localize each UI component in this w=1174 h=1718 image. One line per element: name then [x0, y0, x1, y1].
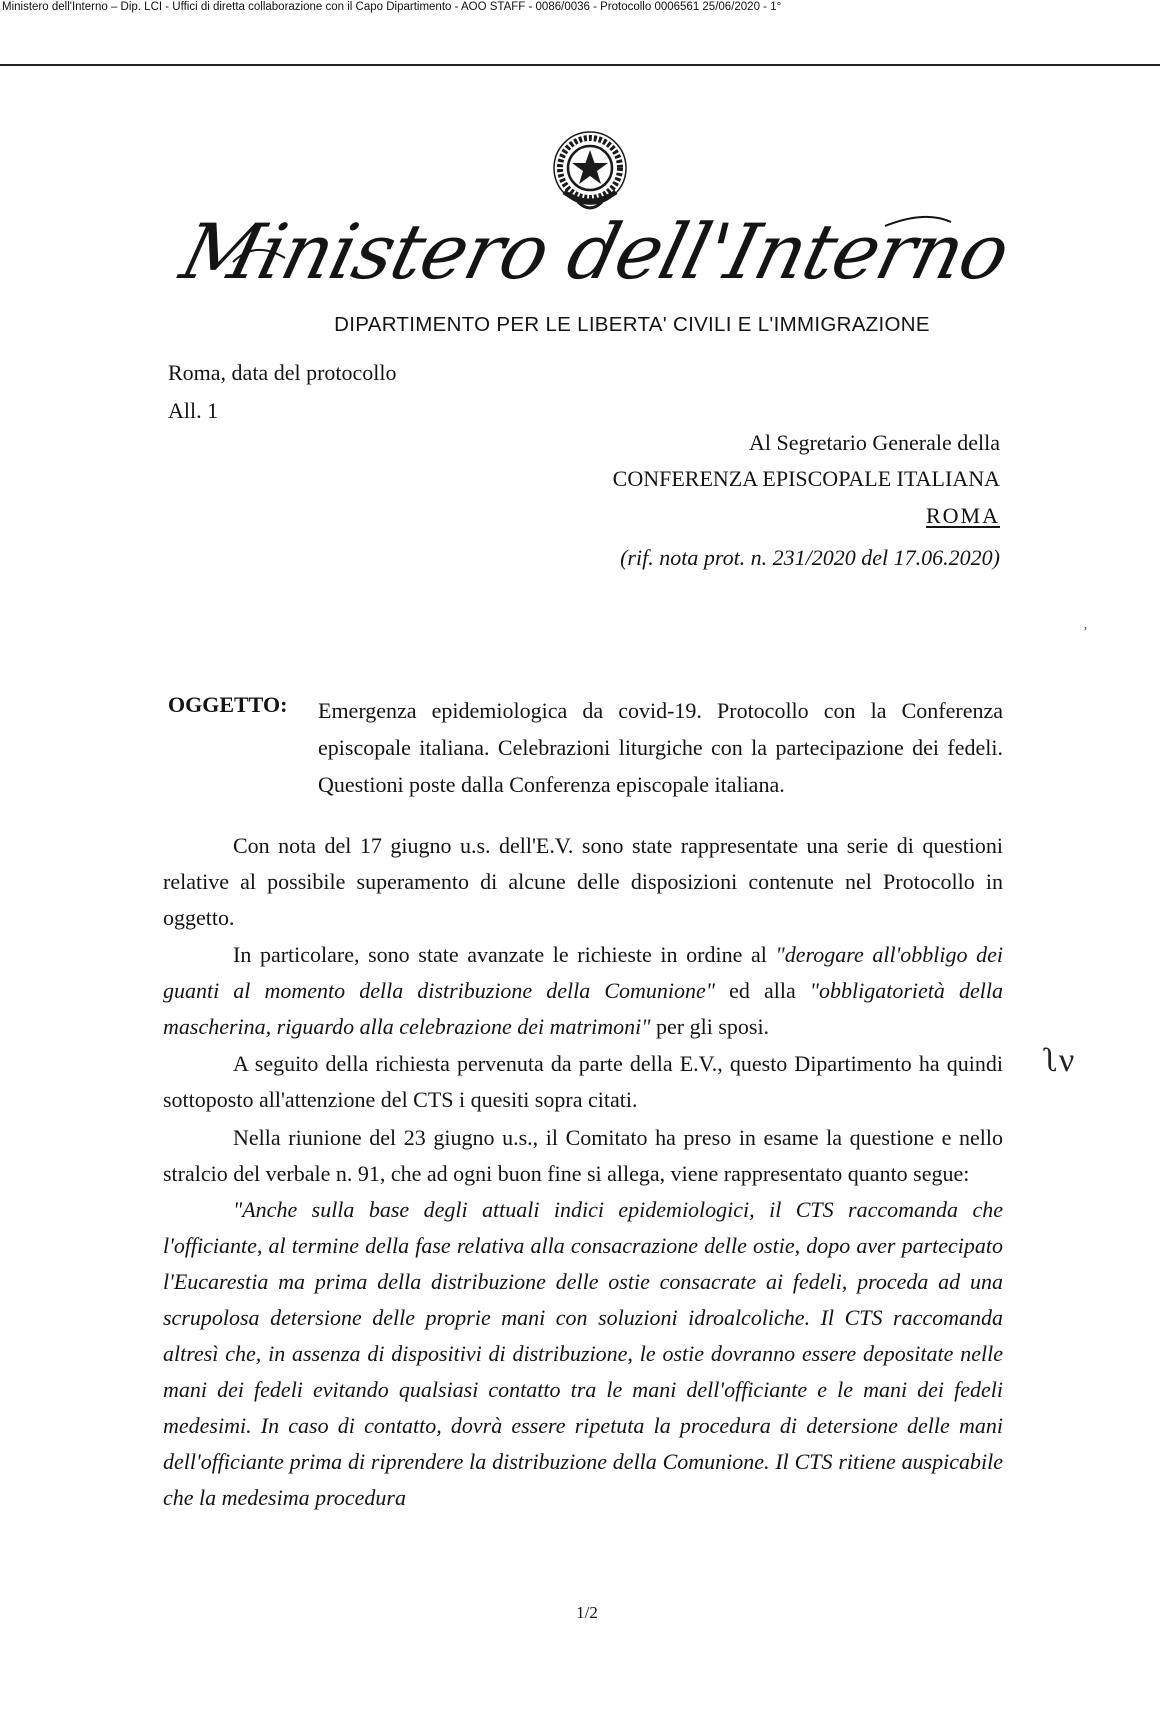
paragraph-2-quote-2: "obbligatorietà della mascherina, riguardo alla celebrazione dei matrimoni"	[163, 978, 1003, 1039]
letter-body	[163, 828, 1003, 1516]
paragraph-2-quote-1: "derogare all'obbligo dei guanti al momento della distribuzione della Comunione"	[163, 942, 1003, 1003]
subject-text: Emergenza epidemiologica da covid-19. Protocollo con la Conferenza episcopale italiana. Celebrazioni liturgiche con la partecipazione dei fedeli. Questioni poste dalla Conferenza episcopale italiana.	[318, 698, 1003, 797]
addressee-city: ROMA	[925, 503, 1000, 528]
department-name: DIPARTIMENTO PER LE LIBERTA' CIVILI E L'IMMIGRAZIONE	[334, 313, 930, 336]
cts-quote: "Anche sulla base degli attuali indici epidemiologici, il CTS raccomanda che l'officiante, al termine della fase relativa alla consacrazione delle ostie, dopo aver partecipato l'Eucarestia ma prima della distribuzione delle ostie consacrate ai fedeli, proceda ad una scrupolosa detersione delle proprie mani con soluzioni idroalcoliche. Il CTS raccomanda altresì che, in assenza di dispositivi di distribuzione, le ostie dovranno essere depositate nelle mani dei fedeli evitando qualsiasi contatto tra le mani dell'officiante e le mani dei fedeli medesimi. In caso di contatto, dovrà essere ripetuta la procedura di detersione delle mani dell'officiante prima di riprendere la distribuzione della Comunione. Il CTS ritiene auspicabile che la medesima procedura	[163, 1197, 1003, 1510]
stray-mark: ʼ	[1083, 625, 1088, 640]
paragraph-2-text-a: In particolare, sono state avanzate le richieste in ordine al	[233, 942, 776, 967]
body-paragraph-2	[163, 937, 1003, 1045]
paragraph-2-text-b: ed alla	[715, 978, 810, 1003]
protocol-stamp: Ministero dell'Interno – Dip. LCI - Uffici di diretta collaborazione con il Capo Dipartimento - AOO STAFF - 0086/0036 - Protocollo 0006561 25/06/2020 - 1°	[2, 1, 782, 13]
body-paragraph-1: Con nota del 17 giugno u.s. dell'E.V. sono state rappresentate una serie di questioni relative al possibile superamento di alcune delle disposizioni contenute nel Protocollo in oggetto.	[163, 833, 1003, 930]
body-paragraph-4: Nella riunione del 23 giugno u.s., il Comitato ha preso in esame la questione e nello stralcio del verbale n. 91, che ad ogni buon fine si allega, viene rappresentato quanto segue:	[163, 1125, 1003, 1186]
attachment-count: All. 1	[168, 398, 219, 423]
addressee-line-2: CONFERENZA EPISCOPALE ITALIANA	[612, 466, 1000, 491]
subject-label: OGGETTO:	[168, 692, 288, 717]
ministry-script-text: Ministero dell'Interno	[172, 208, 1018, 297]
page-number	[0, 1603, 1174, 1623]
ministry-script-logo	[172, 200, 1018, 310]
page-number-text: 1/2	[576, 1603, 598, 1622]
paragraph-2-text-c: per gli sposi.	[650, 1014, 770, 1039]
place-date: Roma, data del protocollo	[168, 360, 397, 385]
handwritten-margin-mark: ʅν	[1044, 1042, 1075, 1079]
addressee-line-1: Al Segretario Generale della	[748, 430, 1000, 455]
body-paragraph-3: A seguito della richiesta pervenuta da parte della E.V., questo Dipartimento ha quindi sottoposto all'attenzione del CTS i quesiti sopra citati.	[163, 1051, 1003, 1112]
addressee-reference: (rif. nota prot. n. 231/2020 del 17.06.2020)	[620, 545, 1000, 570]
header-divider	[0, 64, 1160, 66]
